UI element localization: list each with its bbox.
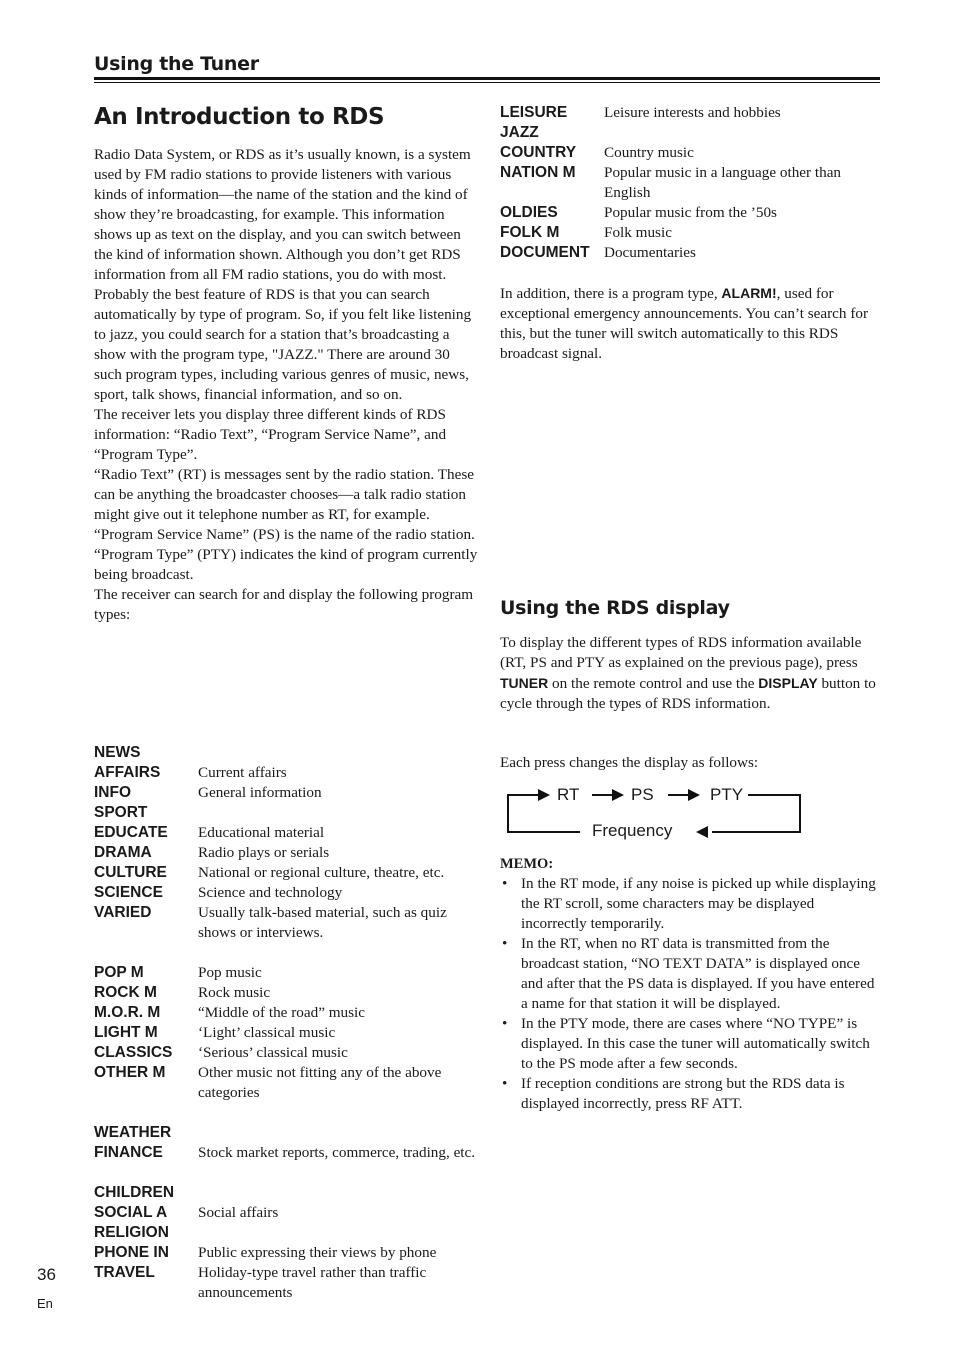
program-type-desc: Stock market reports, commerce, trading, etc. (198, 1144, 476, 1161)
program-type-desc: Social affairs (198, 1204, 279, 1221)
program-type-row (94, 1263, 476, 1303)
program-type-code: SCIENCE (94, 884, 163, 901)
bullet-icon: • (502, 1075, 508, 1092)
program-type-code: TRAVEL (94, 1264, 155, 1281)
table-group-spacer-cell (94, 1163, 476, 1183)
program-type-row (94, 1183, 476, 1203)
header-rule-thick (94, 77, 880, 80)
arrow-head-rt (538, 789, 550, 801)
program-type-code: NATION M (500, 164, 576, 181)
program-type-row (94, 863, 476, 883)
intro-paragraph: Probably the best feature of RDS is that you can search automatically by type of program. So, if you felt like listening to jazz, you could search for a station that’s broadcasting a show with the program type, "JAZZ." There are around 30 such program types, including various genres of music, news, sport, talk shows, financial information, and so on. (94, 286, 472, 403)
bullet-icon: • (502, 935, 508, 952)
page-number: 36 (37, 1265, 56, 1284)
rds-text-3: button to cycle through the types of RDS information. (500, 675, 876, 712)
program-type-code: VARIED (94, 904, 152, 921)
program-type-code: SPORT (94, 804, 148, 821)
program-type-row (94, 823, 476, 843)
arrow-head-frequency (696, 826, 708, 838)
program-type-code: NEWS (94, 744, 141, 761)
program-type-row (94, 963, 476, 983)
program-type-row (94, 1063, 476, 1103)
memo-item (500, 1014, 882, 1074)
table-group-spacer (94, 1103, 476, 1123)
program-type-row (500, 163, 880, 203)
program-type-code: POP M (94, 964, 144, 981)
program-type-code: SOCIAL A (94, 1204, 168, 1221)
program-type-code: COUNTRY (500, 144, 577, 161)
header-rule-thin (94, 82, 880, 83)
table-group-spacer (94, 1163, 476, 1183)
program-type-row (94, 843, 476, 863)
memo-item-text: In the RT mode, if any noise is picked up while displaying the RT scroll, some characters may be displayed incorrectly temporarily. (521, 875, 876, 932)
cycle-label-pty: PTY (710, 785, 744, 804)
program-type-code: RELIGION (94, 1224, 169, 1241)
memo-title: MEMO: (500, 856, 554, 872)
memo-item (500, 934, 882, 1014)
program-type-code: DRAMA (94, 844, 152, 861)
program-type-desc (198, 1183, 476, 1203)
program-type-code: OTHER M (94, 1064, 166, 1081)
program-type-desc: Other music not fitting any of the above categories (198, 1064, 442, 1101)
program-type-desc: Pop music (198, 964, 262, 981)
section-header (94, 52, 880, 76)
program-type-code: LIGHT M (94, 1024, 158, 1041)
program-type-code: EDUCATE (94, 824, 168, 841)
program-type-desc: Leisure interests and hobbies (604, 104, 781, 121)
program-type-desc: General information (198, 784, 322, 801)
program-type-desc (198, 1223, 476, 1243)
program-type-desc: Documentaries (604, 244, 696, 261)
page-language: En (37, 1296, 53, 1311)
program-type-code: CLASSICS (94, 1044, 173, 1061)
program-type-code: JAZZ (500, 124, 539, 141)
program-type-code: LEISURE (500, 104, 568, 121)
program-type-code: WEATHER (94, 1124, 172, 1141)
display-key-label: DISPLAY (758, 675, 818, 691)
alarm-keyword: ALARM! (721, 285, 777, 301)
bullet-icon: • (502, 875, 508, 892)
program-type-code: AFFAIRS (94, 764, 161, 781)
program-type-desc: Science and technology (198, 884, 343, 901)
program-type-desc: Current affairs (198, 764, 287, 781)
program-type-row (94, 783, 476, 803)
program-type-code: ROCK M (94, 984, 157, 1001)
press-sequence-text: Each press changes the display as follows: (500, 754, 759, 771)
program-type-desc (198, 743, 476, 763)
program-type-row (94, 883, 476, 903)
program-type-row (94, 1143, 476, 1163)
alarm-text-after: , used for exceptional emergency announcements. You can’t search for this, but the tuner will switch automatically to this RDS broadcast signal. (500, 285, 869, 362)
program-type-desc: National or regional culture, theatre, etc. (198, 864, 445, 881)
program-type-row (94, 1243, 476, 1263)
arrow-head-pty (688, 789, 700, 801)
intro-text (94, 145, 478, 625)
program-type-row (94, 1123, 476, 1143)
display-cycle-diagram (500, 780, 810, 840)
program-type-code: FINANCE (94, 1144, 163, 1161)
intro-paragraph: “Radio Text” (RT) is messages sent by the radio station. These can be anything the broadcaster chooses—a talk radio station might give out it telephone number as RT, for example. (94, 466, 475, 523)
program-type-code: CULTURE (94, 864, 167, 881)
alarm-paragraph (500, 283, 880, 364)
intro-paragraph: The receiver can search for and display the following program types: (94, 586, 474, 623)
program-type-desc: ‘Light’ classical music (198, 1024, 336, 1041)
cycle-label-ps: PS (631, 785, 654, 804)
cycle-label-frequency: Frequency (592, 821, 673, 840)
memo-item-text: If reception conditions are strong but the RDS data is displayed incorrectly, press RF ATT. (521, 1075, 845, 1112)
program-types-table-right (500, 103, 880, 263)
program-type-row (94, 743, 476, 763)
program-type-row (94, 1003, 476, 1023)
memo-item-text: In the PTY mode, there are cases where “NO TYPE” is displayed. In this case the tuner will automatically switch to the PS mode after a few seconds. (521, 1015, 870, 1072)
table-group-spacer-cell (94, 943, 476, 963)
program-type-code: FOLK M (500, 224, 560, 241)
program-type-row (94, 983, 476, 1003)
program-type-code: INFO (94, 784, 132, 801)
program-type-desc: Popular music from the ’50s (604, 204, 777, 221)
program-type-row (94, 803, 476, 823)
program-type-desc: Usually talk-based material, such as quiz shows or interviews. (198, 904, 447, 941)
program-type-row (500, 123, 880, 143)
intro-paragraph: The receiver lets you display three different kinds of RDS information: “Radio Text”, “Program Service Name”, and “Program Type”. (94, 406, 447, 463)
program-type-row (94, 1223, 476, 1243)
intro-paragraph: “Program Service Name” (PS) is the name of the radio station. (94, 526, 475, 543)
program-type-desc (604, 123, 880, 143)
section-title: Using the Tuner (94, 53, 259, 75)
program-type-code: OLDIES (500, 204, 558, 221)
program-type-desc: Rock music (198, 984, 271, 1001)
memo-list (500, 874, 882, 1114)
program-type-code: PHONE IN (94, 1244, 169, 1261)
arrow-head-ps (612, 789, 624, 801)
program-type-desc: ‘Serious’ classical music (198, 1044, 348, 1061)
table-group-spacer-cell (94, 1103, 476, 1123)
program-type-row (500, 103, 880, 123)
program-type-desc: Holiday-type travel rather than traffic announcements (198, 1264, 427, 1301)
program-type-desc (198, 1123, 476, 1143)
program-type-code: CHILDREN (94, 1184, 175, 1201)
program-type-desc: Folk music (604, 224, 672, 241)
program-type-desc: “Middle of the road” music (198, 1004, 366, 1021)
intro-paragraph: Radio Data System, or RDS as it’s usually known, is a system used by FM radio stations to provide listeners with various kinds of information—the name of the station and the kind of show they’re broadcasting, for example. This information shows up as text on the display, and you can switch between the kind of information shown. Although you don’t get RDS information from all FM radio stations, you do with most. (94, 146, 471, 283)
table-group-spacer (94, 943, 476, 963)
program-type-row (94, 763, 476, 783)
program-type-row (500, 223, 880, 243)
memo-item-text: In the RT, when no RT data is transmitted from the broadcast station, “NO TEXT DATA” is displayed once and after that the PS data is displayed. If you have entered a name for that station it will be displayed. (521, 935, 875, 1012)
program-type-row (94, 1043, 476, 1063)
rds-text-1: To display the different types of RDS information available (RT, PS and PTY as explained on the previous page), press (500, 634, 862, 671)
program-type-code: DOCUMENT (500, 244, 590, 261)
program-type-desc: Radio plays or serials (198, 844, 330, 861)
program-type-desc (198, 803, 476, 823)
program-type-desc: Popular music in a language other than English (604, 164, 842, 201)
program-type-row (94, 1023, 476, 1043)
intro-paragraph: “Program Type” (PTY) indicates the kind of program currently being broadcast. (94, 546, 478, 583)
program-type-desc: Country music (604, 144, 694, 161)
tuner-key-label: TUNER (500, 675, 549, 691)
program-type-desc: Educational material (198, 824, 325, 841)
cycle-label-rt: RT (557, 785, 580, 804)
rds-display-heading: Using the RDS display (500, 597, 730, 619)
program-types-table-left (94, 743, 476, 1303)
memo-item (500, 874, 882, 934)
program-type-row (500, 203, 880, 223)
alarm-text-before: In addition, there is a program type, (500, 285, 722, 302)
rds-text-2: on the remote control and use the (548, 675, 759, 692)
rds-display-paragraph (500, 633, 880, 714)
page-title: An Introduction to RDS (94, 104, 385, 130)
program-type-desc: Public expressing their views by phone (198, 1244, 437, 1261)
program-type-code: M.O.R. M (94, 1004, 161, 1021)
program-type-row (94, 1203, 476, 1223)
bullet-icon: • (502, 1015, 508, 1032)
program-type-row (500, 143, 880, 163)
program-type-row (500, 243, 880, 263)
memo-item (500, 1074, 882, 1114)
program-type-row (94, 903, 476, 943)
